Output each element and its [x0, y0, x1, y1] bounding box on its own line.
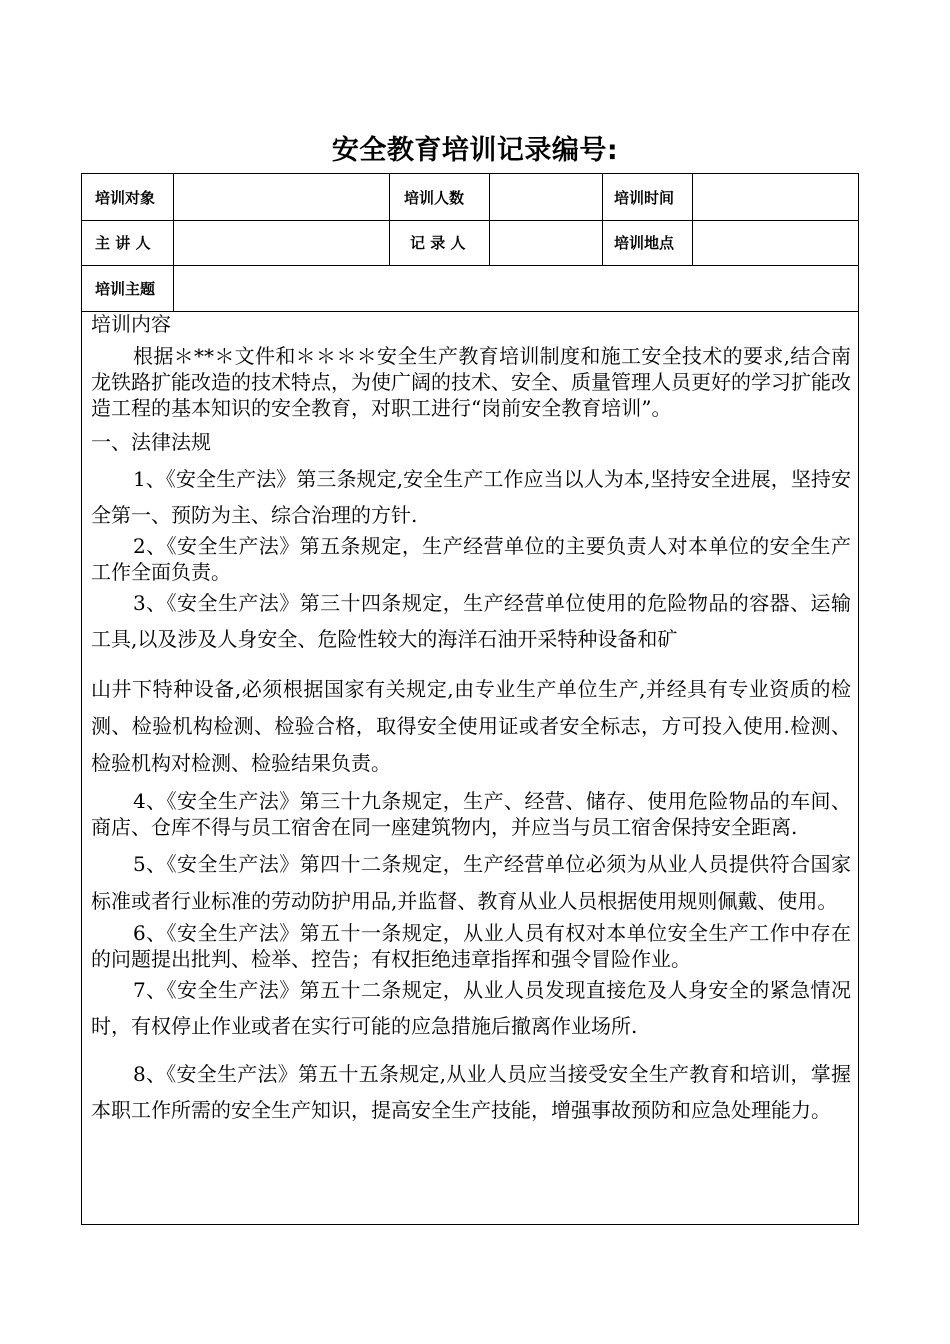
- label-recorder: 记 录 人: [410, 234, 466, 252]
- page-title: 安全教育培训记录编号:: [331, 135, 619, 166]
- label-lecturer: 主 讲 人: [95, 234, 151, 252]
- law-item-4: 4、《安全生产法》第三十九条规定，生产、经营、储存、使用危险物品的车间、商店、仓库不得与员工宿舍在同一座建筑物内，并应当与员工宿舍保持安全距离.: [91, 789, 851, 839]
- training-content: [91, 311, 851, 1128]
- label-training-time: 培训时间: [614, 188, 675, 207]
- label-training-topic: 培训主题: [95, 279, 156, 298]
- label-trainee-count: 培训人数: [404, 188, 465, 207]
- content-heading: 培训内容: [91, 312, 171, 336]
- training-record-table: [81, 173, 859, 1225]
- intro-paragraph: 根据＊**＊文件和＊＊＊＊安全生产教育培训制度和施工安全技术的要求,结合南龙铁路扩能改造的技术特点，为使广阔的技术、安全、质量管理人员更好的学习扩能改造工程的基本知识的安全教育，对职工进行“岗前安全教育培训”。: [91, 344, 851, 420]
- value-training-location[interactable]: [693, 220, 858, 265]
- law-item-8: 8、《安全生产法》第五十五条规定,从业人员应当接受安全生产教育和培训，掌握本职工作所需的安全生产知识，提高安全生产技能，增强事故预防和应急处理能力。: [91, 1062, 851, 1122]
- law-item-3-continued: 山井下特种设备,必须根据国家有关规定,由专业生产单位生产,并经具有专业资质的检测、检验机构检测、检验合格，取得安全使用证或者安全标志，方可投入使用.检测、检验机构对检测、检验结果负责。: [91, 677, 851, 775]
- label-training-target: 培训对象: [95, 188, 156, 207]
- law-item-7: 7、《安全生产法》第五十二条规定，从业人员发现直接危及人身安全的紧急情况时，有权停止作业或者在实行可能的应急措施后撤离作业场所.: [91, 978, 851, 1038]
- law-item-3: 3、《安全生产法》第三十四条规定，生产经营单位使用的危险物品的容器、运输工具,以及涉及人身安全、危险性较大的海洋石油开采特种设备和矿: [91, 591, 851, 651]
- header-row-3: [82, 265, 858, 312]
- value-lecturer[interactable]: [174, 220, 389, 265]
- section-heading-laws: 一、法律法规: [91, 430, 211, 454]
- value-trainee-count[interactable]: [490, 174, 602, 220]
- header-row-2: [82, 220, 858, 266]
- value-training-target[interactable]: [174, 174, 389, 220]
- law-item-1: 1、《安全生产法》第三条规定,安全生产工作应当以人为本,坚持安全进展，坚持安全第一、预防为主、综合治理的方针.: [91, 467, 851, 527]
- value-training-topic[interactable]: [174, 265, 858, 311]
- label-training-location: 培训地点: [614, 234, 675, 252]
- value-training-time[interactable]: [693, 174, 858, 220]
- header-row-1: [82, 174, 858, 221]
- law-item-5: 5、《安全生产法》第四十二条规定，生产经营单位必须为从业人员提供符合国家标准或者行业标准的劳动防护用品,并监督、教育从业人员根据使用规则佩戴、使用。: [91, 852, 851, 913]
- law-item-6: 6、《安全生产法》第五十一条规定，从业人员有权对本单位安全生产工作中存在的问题提出批判、检举、控告；有权拒绝违章指挥和强令冒险作业。: [91, 921, 851, 971]
- law-item-2: 2、《安全生产法》第五条规定，生产经营单位的主要负责人对本单位的安全生产工作全面负责。: [91, 534, 851, 584]
- value-recorder[interactable]: [490, 220, 602, 265]
